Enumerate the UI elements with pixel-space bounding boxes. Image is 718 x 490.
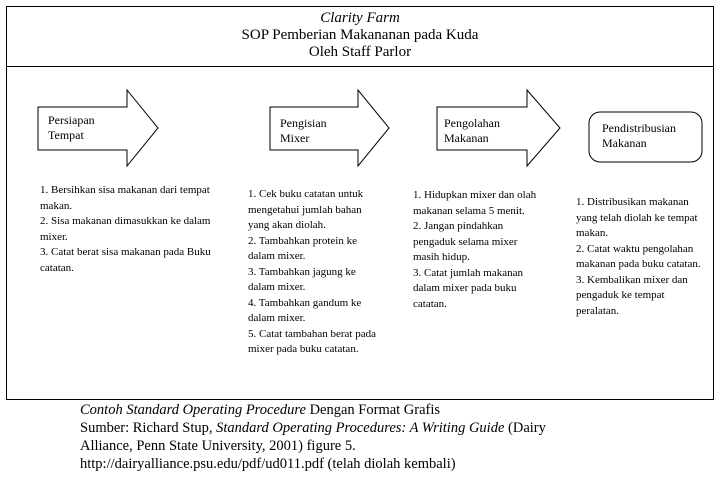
caption-source-book: Standard Operating Procedures: A Writing Guide	[216, 420, 505, 436]
step-item: 1. Hidupkan mixer dan olah makanan selama 5 menit.	[413, 189, 537, 217]
step-item: 3. Catat jumlah makanan dalam mixer pada buku catatan.	[413, 266, 523, 310]
stage-1-label-line2: Tempat	[48, 128, 84, 142]
stage-3-label-line2: Makanan	[444, 131, 489, 145]
step-item: 2. Jangan pindahkan pengaduk selama mixer masih hidup.	[413, 220, 518, 263]
step-item: 3. Tambahkan jagung ke dalam mixer.	[248, 265, 356, 293]
stage-3-label	[444, 116, 500, 146]
step-item: 1. Distribusikan makanan yang telah diolah ke tempat makan.	[576, 196, 698, 239]
figure-caption	[80, 401, 710, 473]
stage-3-label-line1: Pengolahan	[444, 116, 500, 130]
stage-1-label-line1: Persiapan	[48, 113, 95, 127]
stage-2-steps	[248, 187, 378, 358]
caption-italic-title: Contoh Standard Operating Procedure	[80, 402, 306, 418]
stage-3-steps	[413, 188, 545, 312]
stage-4-steps	[576, 195, 704, 319]
step-item: 4. Tambahkan gandum ke dalam mixer.	[248, 296, 362, 324]
caption-source-prefix: Sumber: Richard Stup,	[80, 420, 217, 436]
caption-line-2	[80, 419, 710, 437]
caption-url: http://dairyalliance.psu.edu/pdf/ud011.pdf (telah diolah kembali)	[80, 456, 456, 472]
step-item: 1. Bersihkan sisa makanan dari tempat makan.	[40, 184, 210, 212]
farm-name: Clarity Farm	[320, 10, 400, 26]
stage-2-label	[280, 116, 327, 146]
stage-4-label	[602, 121, 676, 151]
caption-line-3: Alliance, Penn State University, 2001) figure 5.	[80, 438, 356, 454]
stage-4-label-line2: Makanan	[602, 136, 647, 150]
step-item: 3. Catat berat sisa makanan pada Buku catatan.	[40, 246, 211, 274]
stage-2-label-line1: Pengisian	[280, 116, 327, 130]
stage-2-label-line2: Mixer	[280, 131, 310, 145]
step-item: 2. Catat waktu pengolahan makanan pada buku catatan.	[576, 242, 701, 270]
sop-subtitle: Oleh Staff Parlor	[308, 44, 412, 60]
step-item: 2. Tambahkan protein ke dalam mixer.	[248, 234, 357, 262]
caption-source-suffix: (Dairy	[504, 420, 546, 436]
stage-1-steps	[40, 183, 234, 276]
stage-1-label	[48, 113, 95, 143]
stage-4-label-line1: Pendistribusian	[602, 121, 676, 135]
step-item: 5. Catat tambahan berat pada mixer pada buku catatan.	[248, 327, 376, 355]
caption-line-1	[80, 401, 710, 419]
step-item: 2. Sisa makanan dimasukkan ke dalam mixer.	[40, 215, 211, 243]
sop-title: SOP Pemberian Makananan pada Kuda	[241, 27, 479, 43]
step-item: 3. Kembalikan mixer dan pengaduk ke tempat peralatan.	[576, 273, 688, 317]
step-item: 1. Cek buku catatan untuk mengetahui jumlah bahan yang akan diolah.	[248, 188, 364, 231]
caption-title-rest: Dengan Format Grafis	[305, 402, 441, 418]
